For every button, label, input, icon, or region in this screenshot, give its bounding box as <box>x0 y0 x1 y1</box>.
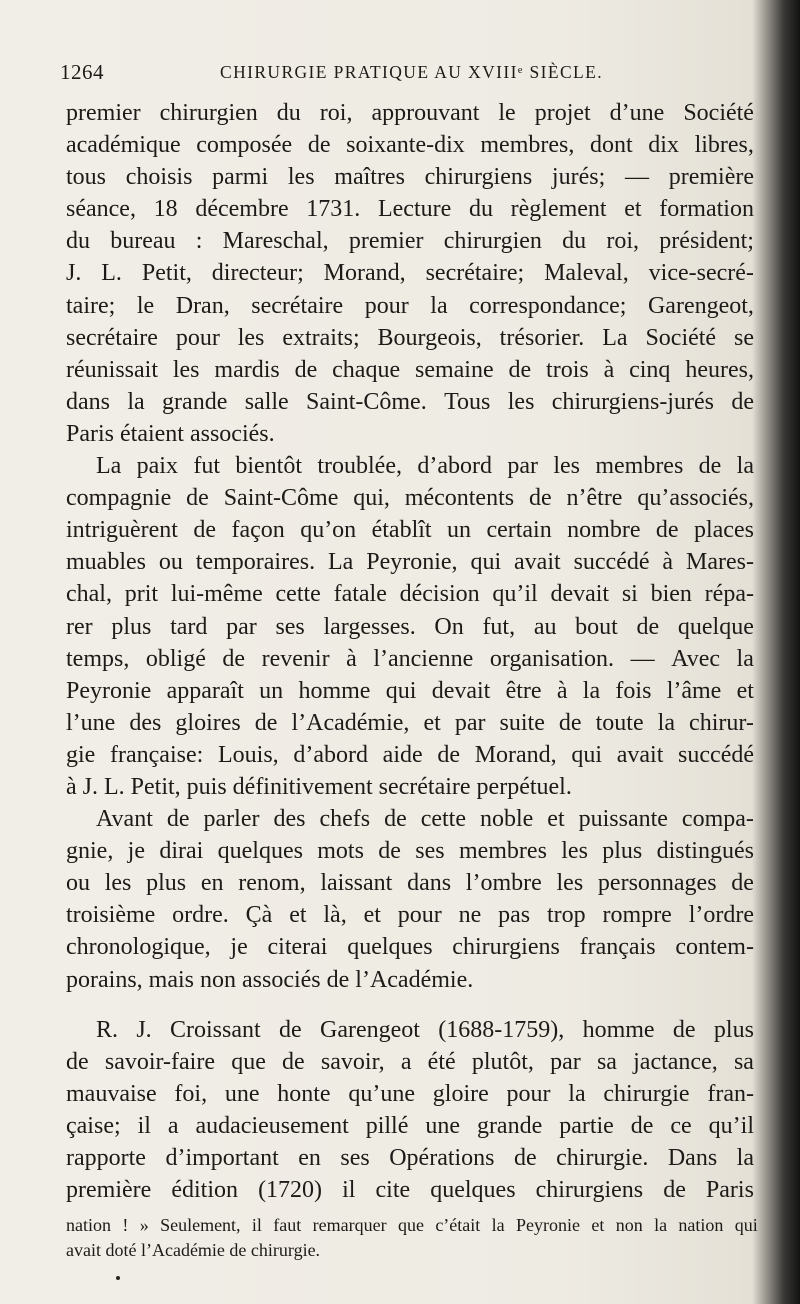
text-line: ou les plus en renom, laissant dans l’ombre les personnages de <box>66 870 754 897</box>
text-line: taire; le Dran, secrétaire pour la correspondance; Garengeot, <box>66 292 754 319</box>
page-number: 1264 <box>60 60 104 84</box>
text-line: à J. L. Petit, puis définitivement secrétaire perpétuel. <box>66 773 572 800</box>
paragraph <box>66 450 754 803</box>
text-line: çaise; il a audacieusement pillé une grande partie de ce qu’il <box>66 1112 754 1139</box>
text-line: l’une des gloires de l’Académie, et par suite de toute la chirur- <box>66 709 754 736</box>
text-line: muables ou temporaires. La Peyronie, qui avait succédé à Mares- <box>66 549 754 576</box>
text-line: rapporte d’important en ses Opérations de chirurgie. Dans la <box>66 1145 754 1171</box>
text-line: premier chirurgien du roi, approuvant le projet d’une Société <box>66 100 754 126</box>
text-line: rer plus tard par ses largesses. On fut, au bout de quelque <box>66 613 754 640</box>
text-line: du bureau : Mareschal, premier chirurgien du roi, président; <box>66 228 754 255</box>
text-line: mauvaise foi, une honte qu’une gloire pour la chirurgie fran- <box>66 1080 754 1107</box>
text-line: Paris étaient associés. <box>66 420 275 447</box>
text-line: La paix fut bientôt troublée, d’abord par les membres de la <box>96 453 754 480</box>
text-line: troisième ordre. Çà et là, et pour ne pas trop rompre l’ordre <box>66 902 754 929</box>
text-line: J. L. Petit, directeur; Morand, secrétaire; Maleval, vice-secré- <box>66 260 754 287</box>
paragraph <box>66 1014 754 1207</box>
running-title: CHIRURGIE PRATIQUE AU XVIIIᵉ SIÈCLE. <box>220 62 603 82</box>
footnote-line: nation ! » Seulement, il faut remarquer que c’était la Peyronie et non la nation qui <box>66 1215 758 1235</box>
ink-speck <box>116 1276 120 1280</box>
text-line: réunissait les mardis de chaque semaine de trois à cinq heures, <box>66 356 754 383</box>
text-line: temps, obligé de revenir à l’ancienne organisation. — Avec la <box>66 645 754 672</box>
text-line: Peyronie apparaît un homme qui devait être à la fois l’âme et <box>66 677 754 704</box>
text-line: chronologique, je citerai quelques chirurgiens français contem- <box>66 934 754 961</box>
text-line: dans la grande salle Saint-Côme. Tous les chirurgiens-jurés de <box>66 388 754 415</box>
text-line: Avant de parler des chefs de cette noble et puissante compa- <box>96 806 754 833</box>
paragraph <box>66 803 754 996</box>
text-line: académique composée de soixante-dix membres, dont dix libres, <box>66 132 754 159</box>
text-line: de savoir-faire que de savoir, a été plutôt, par sa jactance, sa <box>66 1048 754 1075</box>
text-line: gie française: Louis, d’abord aide de Morand, qui avait succédé <box>66 741 754 768</box>
footnote <box>66 1213 758 1263</box>
footnote-line: avait doté l’Académie de chirurgie. <box>66 1240 321 1260</box>
text-line: tous choisis parmi les maîtres chirurgiens jurés; — première <box>66 164 754 191</box>
text-line: R. J. Croissant de Garengeot (1688-1759), homme de plus <box>96 1016 754 1043</box>
text-line: secrétaire pour les extraits; Bourgeois, trésorier. La Société se <box>66 324 754 351</box>
page-header <box>60 60 772 90</box>
text-line: porains, mais non associés de l’Académie. <box>66 966 474 993</box>
text-line: séance, 18 décembre 1731. Lecture du règlement et formation <box>66 196 754 223</box>
text-line: gnie, je dirai quelques mots de ses membres les plus distingués <box>66 838 754 865</box>
text-line: première édition (1720) il cite quelques chirurgiens de Paris <box>66 1177 754 1204</box>
body-text <box>66 97 754 1206</box>
text-line: intriguèrent de façon qu’on établît un certain nombre de places <box>66 517 754 544</box>
text-line: chal, prit lui-même cette fatale décision qu’il devait si bien répa- <box>66 581 754 608</box>
paragraph <box>66 97 754 450</box>
text-line: compagnie de Saint-Côme qui, mécontents de n’être qu’associés, <box>66 485 754 512</box>
